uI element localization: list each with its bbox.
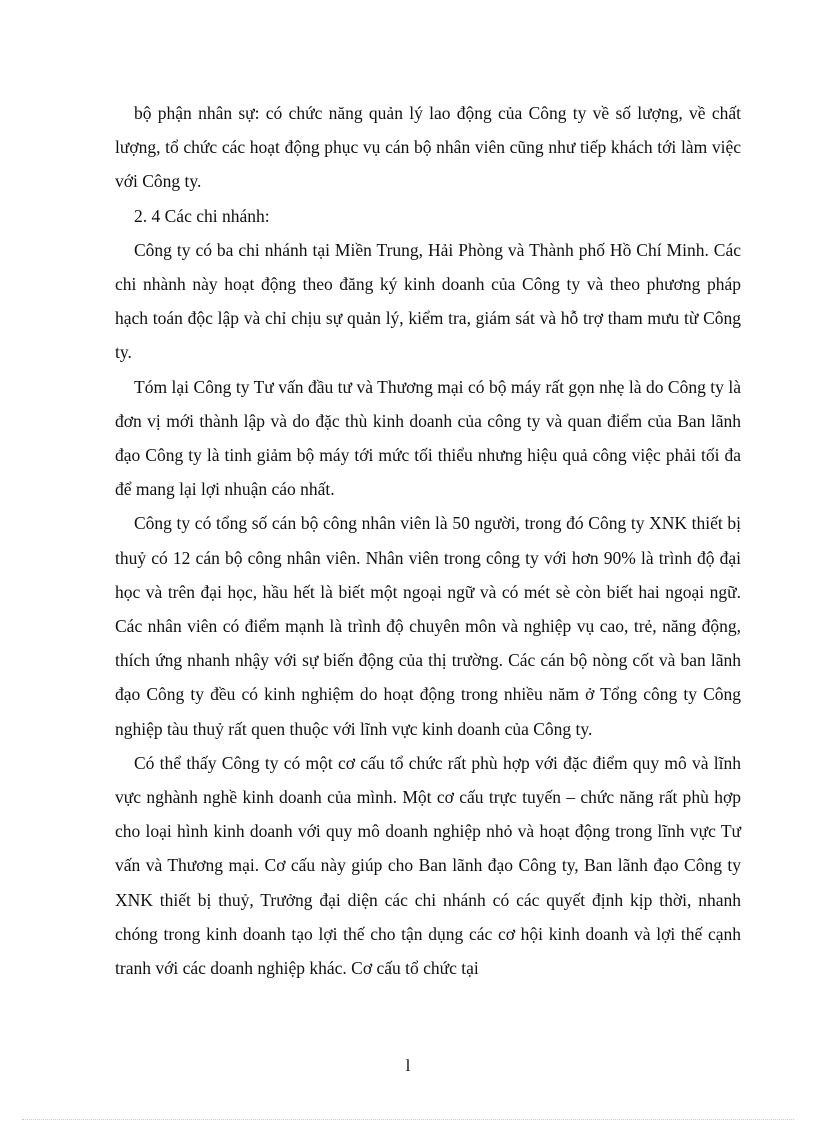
paragraph-summary: Tóm lại Công ty Tư vấn đầu tư và Thương mại có bộ máy rất gọn nhẹ là do Công ty là đơn vị mới thành lập và do đặc thù kinh doanh của công ty và quan điểm của Ban lãnh đạo Công ty là tinh giảm bộ máy tới mức tối thiểu nhưng hiệu quả công việc phải tối đa để mang lại lợi nhuận cáo nhất. [115, 376, 741, 500]
section-heading-branches: 2. 4 Các chi nhánh: [134, 205, 270, 226]
page-bottom-border [22, 1119, 794, 1120]
paragraph-branches: Công ty có ba chi nhánh tại Miền Trung, Hải Phòng và Thành phố Hồ Chí Minh. Các chi nhành này hoạt động theo đăng ký kinh doanh của Công ty và theo phương pháp hạch toán độc lập và chỉ chịu sự quản lý, kiểm tra, giám sát và hỗ trợ tham mưu từ Công ty. [115, 239, 741, 363]
paragraph-hr-department: bộ phận nhân sự: có chức năng quản lý lao động của Công ty về số lượng, về chất lượng, tổ chức các hoạt động phục vụ cán bộ nhân viên cũng như tiếp khách tới làm việc với Công ty. [115, 103, 741, 192]
page-number: l [405, 1056, 411, 1075]
paragraph-staff: Công ty có tổng số cán bộ công nhân viên là 50 người, trong đó Công ty XNK thiết bị thuỷ có 12 cán bộ công nhân viên. Nhân viên trong công ty với hơn 90% là trình độ đại học và trên đại học, hầu hết là biết một ngoại ngữ và có mét sè còn biết hai ngoại ngữ. Các nhân viên có điểm mạnh là trình độ chuyên môn và nghiệp vụ cao, trẻ, năng động, thích ứng nhanh nhậy với sự biến động của thị trường. Các cán bộ nòng cốt và ban lãnh đạo Công ty đều có kinh nghiệm do hoạt động trong nhiều năm ở Tổng công ty Công nghiệp tàu thuỷ rất quen thuộc với lĩnh vực kinh doanh của Công ty. [115, 513, 741, 739]
document-body [115, 96, 741, 985]
paragraph-structure: Có thể thấy Công ty có một cơ cấu tổ chức rất phù hợp với đặc điểm quy mô và lĩnh vực nghành nghề kinh doanh của mình. Một cơ cấu trực tuyến – chức năng rất phù hợp cho loại hình kinh doanh với quy mô doanh nghiệp nhỏ và hoạt động trong lĩnh vực Tư vấn và Thương mại. Cơ cấu này giúp cho Ban lãnh đạo Công ty, Ban lãnh đạo Công ty XNK thiết bị thuỷ, Trưởng đại diện các chi nhánh có các quyết định kịp thời, nhanh chóng trong kinh doanh tạo lợi thế cho tận dụng các cơ hội kinh doanh và lợi thế cạnh tranh với các doanh nghiệp khác. Cơ cấu tổ chức tại [115, 752, 741, 979]
